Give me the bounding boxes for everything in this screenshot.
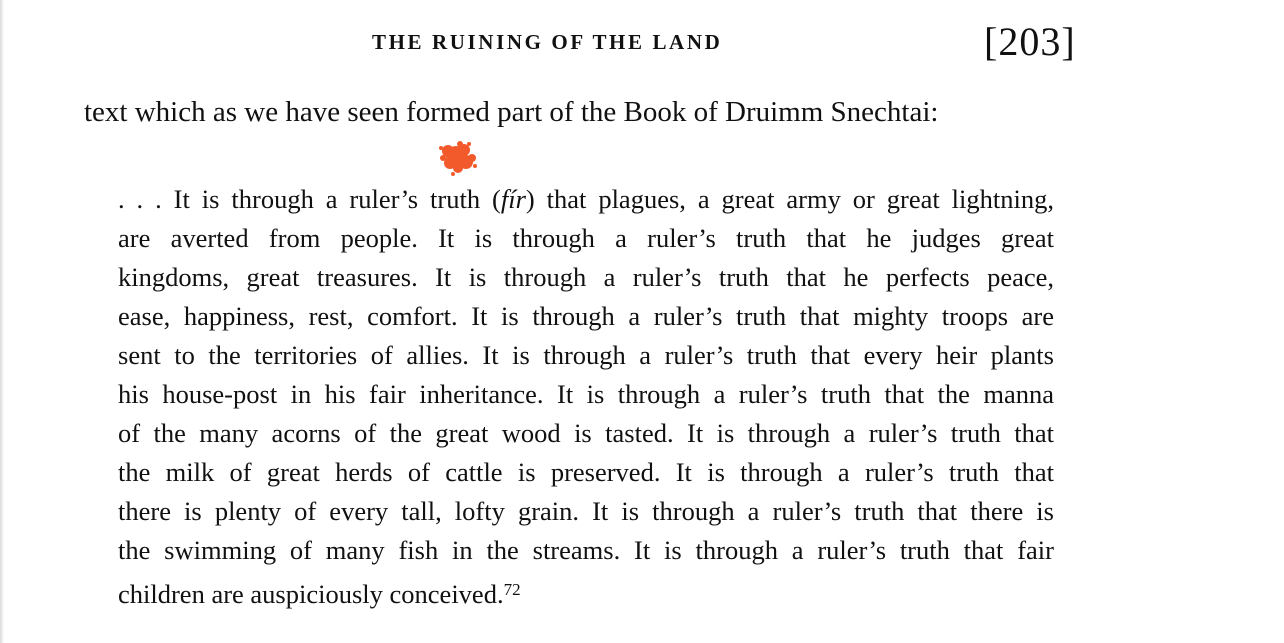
quote-text: . . . It is through a ruler’s truth ( — [118, 184, 501, 214]
page-edge-shadow — [0, 0, 4, 643]
red-highlight-mark — [436, 138, 480, 178]
quote-italic-term: fír — [500, 184, 526, 214]
quote-line: kingdoms, great treasures. It is through a ruler’s truth that he perfects peace, — [118, 262, 1054, 292]
quote-line: the milk of great herds of cattle is preserved. It is through a ruler’s truth that — [118, 457, 1054, 487]
quote-line: the swimming of many fish in the streams. It is through a ruler’s truth that fair — [118, 535, 1054, 565]
quote-line — [118, 570, 1054, 609]
quote-line: there is plenty of every tall, lofty grain. It is through a ruler’s truth that there is — [118, 496, 1054, 526]
quote-line: ease, happiness, rest, comfort. It is through a ruler’s truth that mighty troops are — [118, 301, 1054, 331]
block-quote — [118, 180, 1054, 609]
quote-text: children are auspiciously conceived. — [118, 579, 504, 609]
quote-line: sent to the territories of allies. It is through a ruler’s truth that every heir plants — [118, 340, 1054, 370]
quote-line — [118, 180, 1054, 219]
quote-text: ) that plagues, a great army or great lightning, — [525, 184, 1055, 214]
quote-line: his house-post in his fair inheritance. It is through a ruler’s truth that the manna — [118, 379, 1054, 409]
footnote-reference: 72 — [503, 580, 521, 599]
running-head: THE RUINING OF THE LAND — [372, 30, 723, 54]
quote-line: of the many acorns of the great wood is tasted. It is through a ruler’s truth that — [118, 418, 1054, 448]
page-number: [203] — [984, 19, 1076, 64]
quote-line: are averted from people. It is through a ruler’s truth that he judges great — [118, 223, 1054, 253]
lead-line: text which as we have seen formed part of the Book of Druimm Snechtai: — [84, 96, 939, 128]
